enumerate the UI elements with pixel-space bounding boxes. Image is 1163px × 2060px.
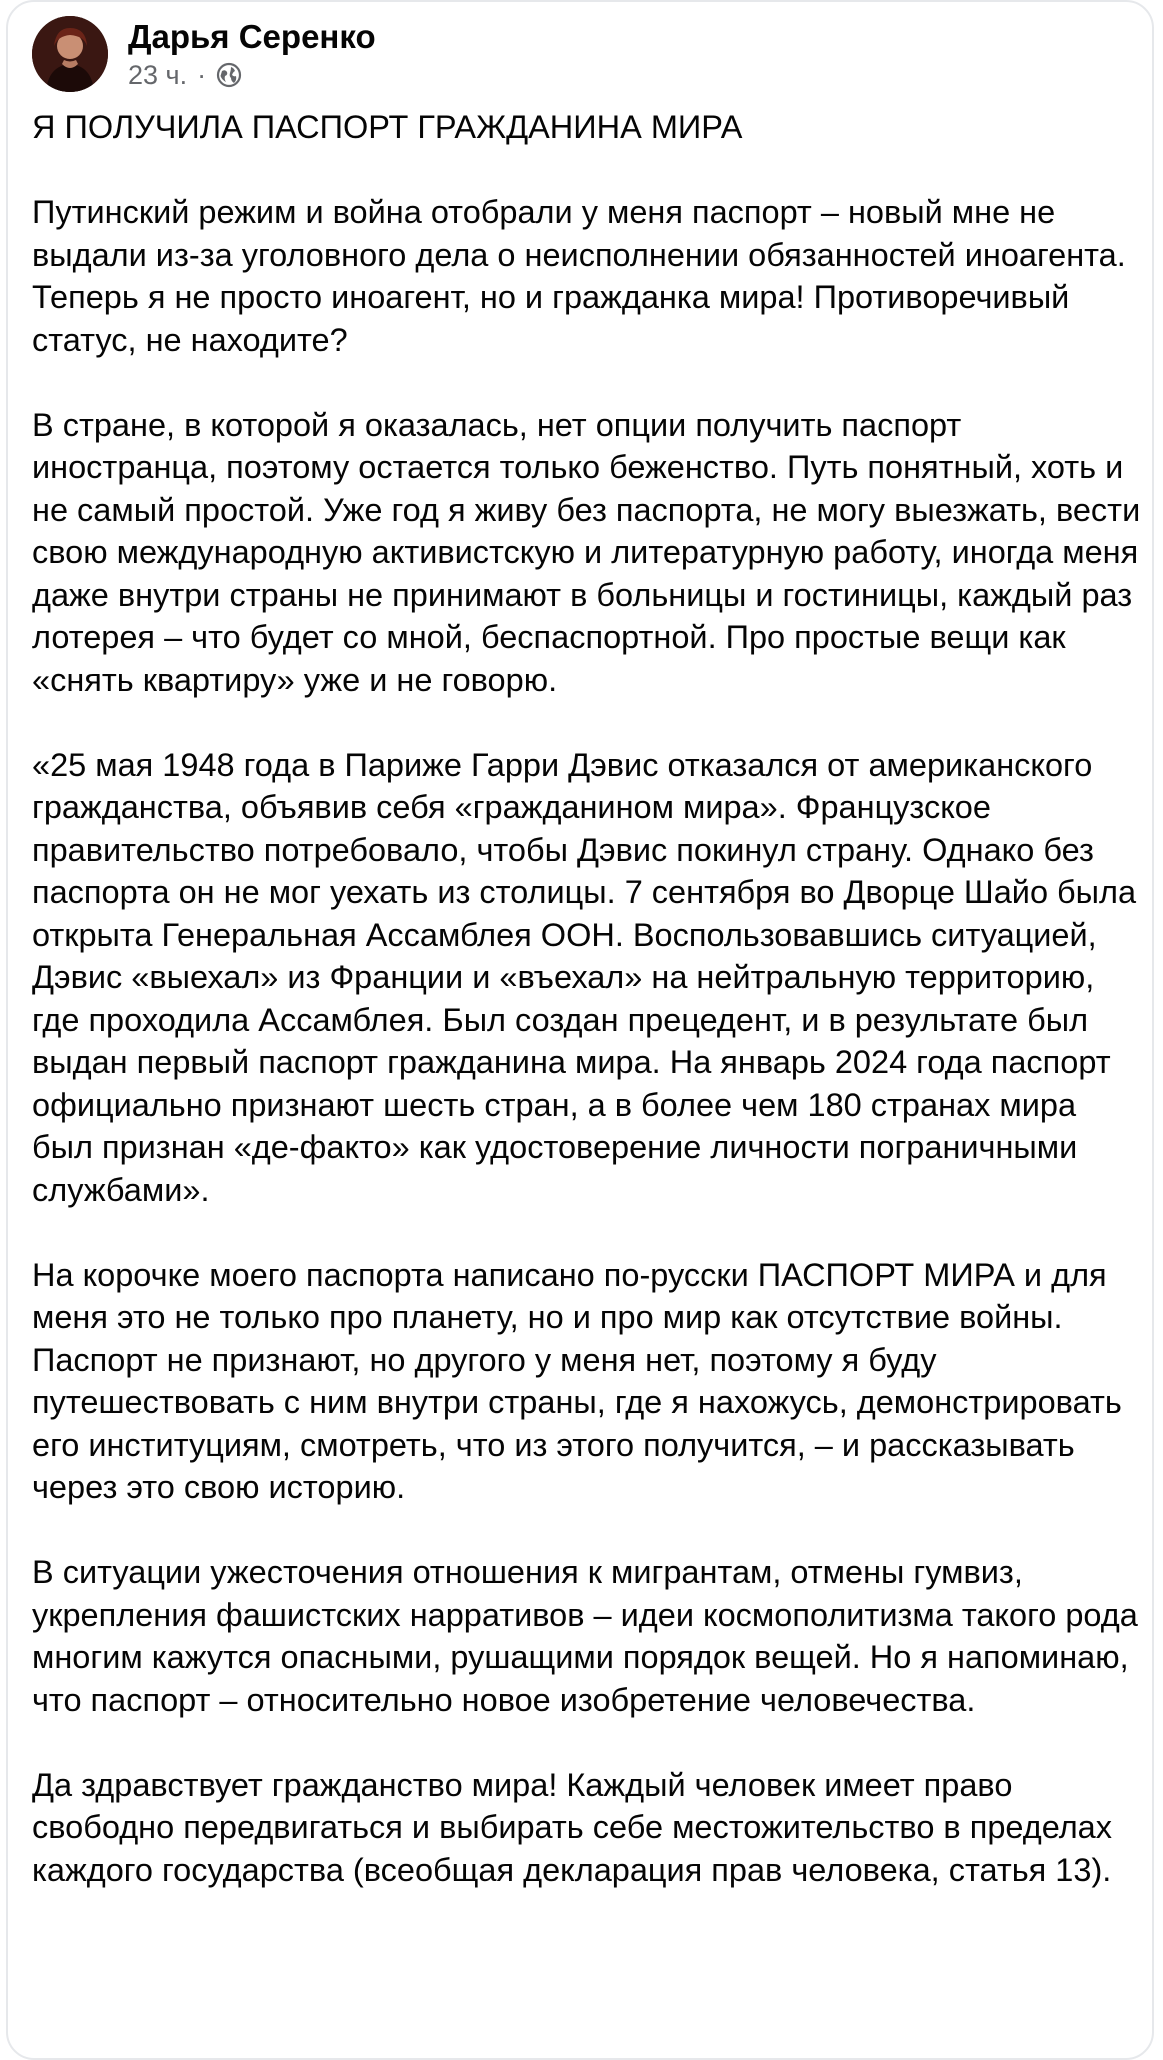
post-paragraph-6: Да здравствует гражданство мира! Каждый человек имеет право свободно передвигаться и выбирать себе местожительство в пределах каждого государства (всеобщая декларация прав человека, статья 13). — [32, 1766, 1122, 1888]
post-time[interactable]: 23 ч. — [128, 60, 188, 90]
avatar-photo — [32, 16, 108, 92]
avatar[interactable] — [32, 16, 108, 92]
post-subline — [128, 58, 376, 92]
post-title: Я ПОЛУЧИЛА ПАСПОРТ ГРАЖДАНИНА МИРА — [32, 109, 743, 145]
post-header — [32, 16, 376, 96]
separator-dot: · — [197, 60, 207, 90]
globe-icon[interactable] — [216, 62, 242, 88]
author-name[interactable]: Дарья Серенко — [128, 18, 376, 55]
post-body — [32, 106, 1150, 1934]
post-card — [6, 0, 1154, 2060]
post-meta — [128, 16, 376, 92]
post-paragraph-5: В ситуации ужесточения отношения к мигрантам, отмены гумвиз, укрепления фашистских нарративов – идеи космополитизма такого рода многим кажутся опасными, рушащими порядок вещей. Но я напоминаю, что паспорт – относительно новое изобретение человечества. — [32, 1554, 1147, 1718]
post-paragraph-1: Путинский режим и война отобрали у меня паспорт – новый мне не выдали из-за уголовного дела о неисполнении обязанностей иноагента. Теперь я не просто иноагент, но и гражданка мира! Противоречивый статус, не находите? — [32, 194, 1135, 358]
post-paragraph-2: В стране, в которой я оказалась, нет опции получить паспорт иностранца, поэтому остается только беженство. Путь понятный, хоть и не самый простой. Уже год я живу без паспорта, не могу выезжать, вести свою международную активистскую и литературную работу, иногда меня даже внутри страны не принимают в больницы и гостиницы, каждый раз лотерея – что будет со мной, беспаспортной. Про простые вещи как «снять квартиру» уже и не говорю. — [32, 406, 1150, 698]
post-paragraph-4: На корочке моего паспорта написано по-русски ПАСПОРТ МИРА и для меня это не только про планету, но и про мир как отсутствие войны. Паспорт не признают, но другого у меня нет, поэтому я буду путешествовать с ним внутри страны, где я нахожусь, демонстрировать его институциям, смотреть, что из этого получится, – и рассказывать через это свою историю. — [32, 1256, 1131, 1505]
post-paragraph-3: «25 мая 1948 года в Париже Гарри Дэвис отказался от американского гражданства, объявив себя «гражданином мира». Французское правительство потребовало, чтобы Дэвис покинул страну. Однако без паспорта он не мог уехать из столицы. 7 сентября во Дворце Шайо была открыта Генеральная Ассамблея ООН. Воспользовавшись ситуацией, Дэвис «выехал» из Франции и «въехал» на нейтральную территорию, где проходила Ассамблея. Был создан прецедент, и в результате был выдан первый паспорт гражданина мира. На январь 2024 года паспорт официально признают шесть стран, а в более чем 180 странах мира был признан «де-факто» как удостоверение личности пограничными службами». — [32, 746, 1146, 1208]
